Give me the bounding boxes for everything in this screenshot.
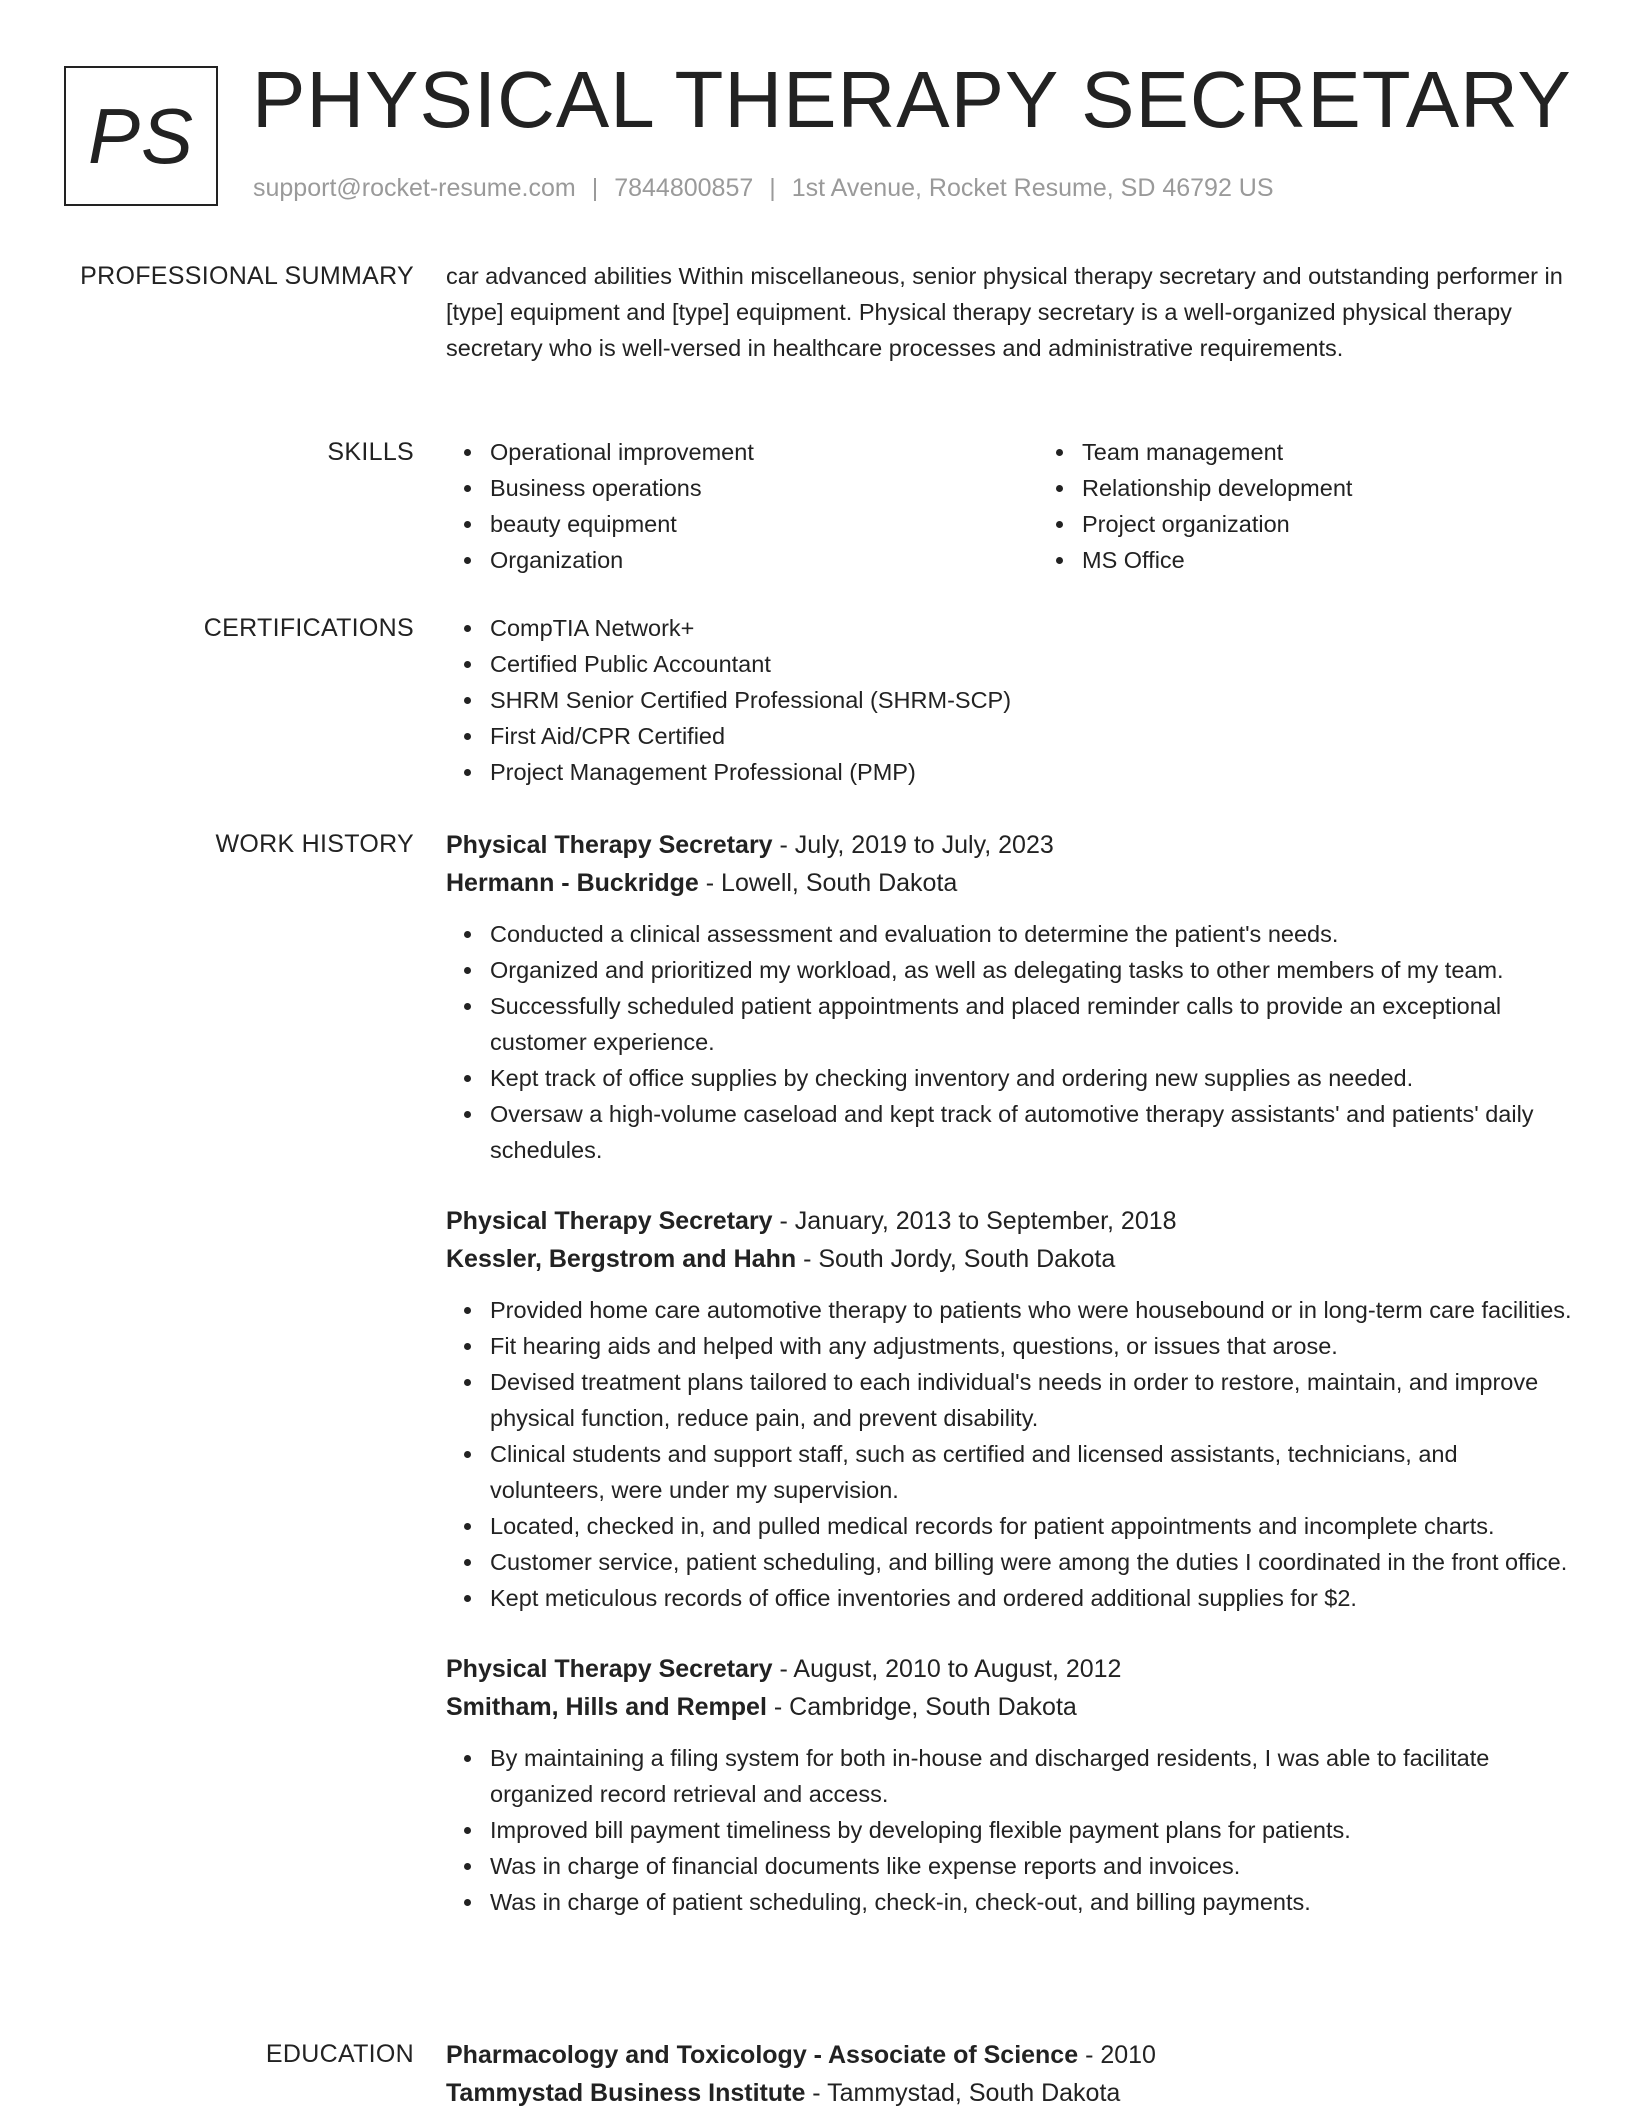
- skill-item: Project organization: [1082, 506, 1630, 542]
- skill-item: Business operations: [490, 470, 1038, 506]
- education-location: - Tammystad, South Dakota: [805, 2079, 1121, 2107]
- section-label: SKILLS: [327, 438, 414, 466]
- job-bullet: Devised treatment plans tailored to each individual's needs in order to restore, maintain, and improve physical function, reduce pain, and prevent disability.: [490, 1364, 1574, 1436]
- certifications-section: [64, 610, 1574, 790]
- skill-item: Relationship development: [1082, 470, 1630, 506]
- contact-email[interactable]: support@rocket-resume.com: [253, 174, 576, 202]
- job-bullet: By maintaining a filing system for both in-house and discharged residents, I was able to facilitate organized record retrieval and access.: [490, 1740, 1574, 1812]
- skills-grid: [446, 434, 1630, 578]
- job-title-line: [446, 1202, 1574, 1240]
- job-company: Smitham, Hills and Rempel: [446, 1693, 767, 1721]
- section-label: CERTIFICATIONS: [203, 614, 414, 642]
- monogram-logo: PS: [64, 66, 218, 206]
- education-section: [64, 2036, 1574, 2112]
- job-title: Physical Therapy Secretary: [446, 1655, 773, 1683]
- job-bullet: Clinical students and support staff, such as certified and licensed assistants, technicians, and volunteers, were under my supervision.: [490, 1436, 1574, 1508]
- job-bullet: Oversaw a high-volume caseload and kept track of automotive therapy assistants' and patients' daily schedules.: [490, 1096, 1574, 1168]
- job-bullets: [446, 916, 1574, 1168]
- job-bullet: Provided home care automotive therapy to patients who were housebound or in long-term care facilities.: [490, 1292, 1574, 1328]
- certification-item: CompTIA Network+: [490, 610, 1574, 646]
- job-bullet: Fit hearing aids and helped with any adjustments, questions, or issues that arose.: [490, 1328, 1574, 1364]
- education-year: - 2010: [1078, 2041, 1156, 2069]
- contact-separator: |: [591, 174, 599, 202]
- contact-phone[interactable]: 7844800857: [614, 174, 754, 202]
- section-label: PROFESSIONAL SUMMARY: [80, 262, 414, 290]
- job-bullet: Kept track of office supplies by checking inventory and ordering new supplies as needed.: [490, 1060, 1574, 1096]
- job-company-line: [446, 864, 1574, 902]
- section-label: WORK HISTORY: [215, 830, 414, 858]
- job-dates: - January, 2013 to September, 2018: [772, 1207, 1177, 1235]
- contact-address: 1st Avenue, Rocket Resume, SD 46792 US: [791, 174, 1274, 202]
- skills-section: [64, 434, 1574, 578]
- job-bullet: Was in charge of patient scheduling, check-in, check-out, and billing payments.: [490, 1884, 1574, 1920]
- summary-section: [64, 258, 1574, 366]
- skills-list-left: [446, 434, 1038, 578]
- job-bullet: Located, checked in, and pulled medical records for patient appointments and incomplete charts.: [490, 1508, 1574, 1544]
- section-label: EDUCATION: [265, 2040, 414, 2068]
- job-company: Kessler, Bergstrom and Hahn: [446, 1245, 797, 1273]
- summary-text: car advanced abilities Within miscellaneous, senior physical therapy secretary and outstanding performer in [type] equipment and [type] equipment. Physical therapy secretary is a well-organized physical therapy secretary who is well-versed in healthcare processes and administrative requirements.: [446, 263, 1563, 361]
- education-school: Tammystad Business Institute: [446, 2079, 806, 2107]
- contact-separator: |: [769, 174, 776, 202]
- job-title: Physical Therapy Secretary: [446, 1207, 773, 1235]
- skills-list-right: [1038, 434, 1630, 578]
- job-title-line: [446, 1650, 1574, 1688]
- education-content: [446, 2036, 1574, 2112]
- job-dates: - July, 2019 to July, 2023: [772, 831, 1054, 859]
- job-location: - Lowell, South Dakota: [698, 869, 958, 897]
- job-entry: [446, 826, 1574, 1168]
- job-company: Hermann - Buckridge: [446, 869, 699, 897]
- job-entry: [446, 1202, 1574, 1616]
- job-bullet: Conducted a clinical assessment and evaluation to determine the patient's needs.: [490, 916, 1574, 952]
- certification-item: Certified Public Accountant: [490, 646, 1574, 682]
- certification-item: First Aid/CPR Certified: [490, 718, 1574, 754]
- job-bullets: [446, 1740, 1574, 1920]
- contact-line: [253, 174, 1274, 203]
- certification-item: SHRM Senior Certified Professional (SHRM-SCP): [490, 682, 1574, 718]
- education-school-line: [446, 2074, 1574, 2112]
- work-history-section: [64, 826, 1574, 1954]
- job-title-line: [446, 826, 1574, 864]
- job-bullets: [446, 1292, 1574, 1616]
- skill-item: Organization: [490, 542, 1038, 578]
- skill-item: MS Office: [1082, 542, 1630, 578]
- certifications-content: [446, 610, 1574, 790]
- skill-item: Team management: [1082, 434, 1630, 470]
- job-location: - South Jordy, South Dakota: [796, 1245, 1116, 1273]
- job-company-line: [446, 1688, 1574, 1726]
- work-history-content: [446, 826, 1574, 1954]
- skill-item: beauty equipment: [490, 506, 1038, 542]
- resume-title: PHYSICAL THERAPY SECRETARY: [252, 55, 1572, 144]
- job-company-line: [446, 1240, 1574, 1278]
- summary-content: [446, 258, 1574, 366]
- certifications-list: [446, 610, 1574, 790]
- job-bullet: Customer service, patient scheduling, and billing were among the duties I coordinated in the front office.: [490, 1544, 1574, 1580]
- job-bullet: Was in charge of financial documents like expense reports and invoices.: [490, 1848, 1574, 1884]
- job-bullet: Kept meticulous records of office inventories and ordered additional supplies for $2.: [490, 1580, 1574, 1616]
- education-degree: Pharmacology and Toxicology - Associate of Science: [446, 2041, 1079, 2069]
- job-title: Physical Therapy Secretary: [446, 831, 773, 859]
- certification-item: Project Management Professional (PMP): [490, 754, 1574, 790]
- job-dates: - August, 2010 to August, 2012: [772, 1655, 1122, 1683]
- education-degree-line: [446, 2036, 1574, 2074]
- job-bullet: Successfully scheduled patient appointments and placed reminder calls to provide an exceptional customer experience.: [490, 988, 1574, 1060]
- job-bullet: Improved bill payment timeliness by developing flexible payment plans for patients.: [490, 1812, 1574, 1848]
- skill-item: Operational improvement: [490, 434, 1038, 470]
- job-entry: [446, 1650, 1574, 1920]
- job-location: - Cambridge, South Dakota: [766, 1693, 1077, 1721]
- job-bullet: Organized and prioritized my workload, as well as delegating tasks to other members of my team.: [490, 952, 1574, 988]
